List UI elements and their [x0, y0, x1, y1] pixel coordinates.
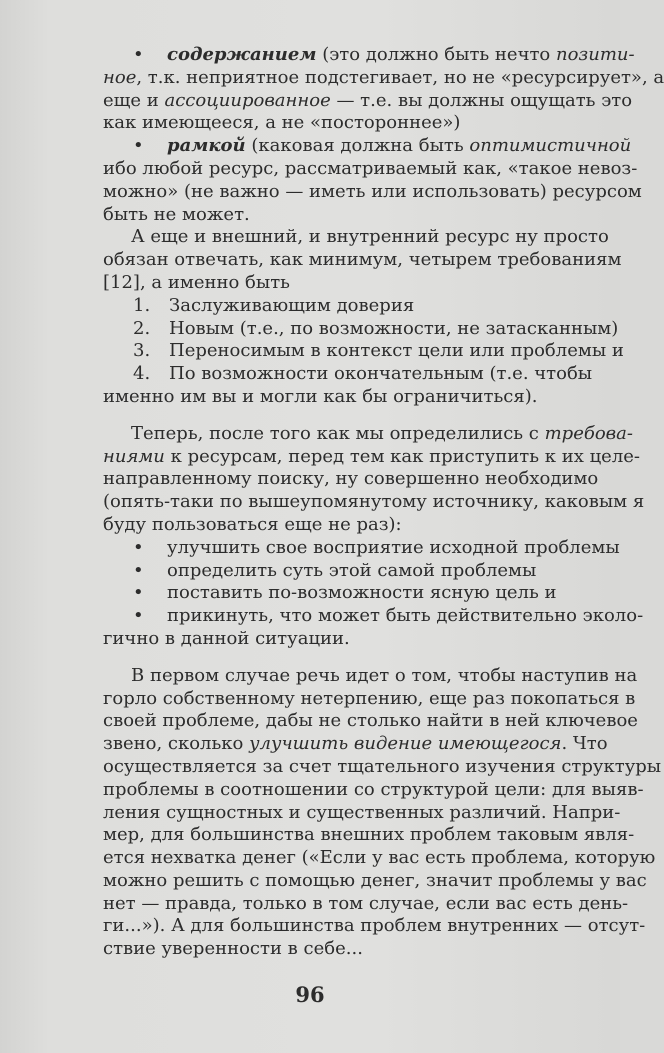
italic-term: ное	[103, 66, 137, 88]
text-line: быть не может.	[103, 203, 250, 225]
text-line: ибо любой ресурс, рассматриваемый как, «такое невоз-	[103, 157, 638, 179]
text-run: к ресурсам, перед тем как приступить к их целе-	[164, 445, 640, 467]
text-run: В первом случае речь идет о том, чтобы наступив на	[131, 664, 638, 686]
bullet-icon: •	[133, 44, 144, 65]
text-line: направленному поиску, ну совершенно необходимо	[103, 468, 599, 490]
text-line: горло собственному нетерпению, еще раз покопаться в	[103, 687, 636, 709]
text-line	[103, 90, 663, 113]
list-text: Заслуживающим доверия	[169, 294, 415, 316]
text-line: своей проблеме, дабы не столько найти в ней ключевое	[103, 710, 638, 732]
bullet-line	[103, 605, 663, 628]
emphasis-term: рамкой	[167, 135, 246, 157]
list-item	[103, 363, 663, 386]
list-text: поставить по-возможности ясную цель и	[167, 582, 557, 604]
list-text: Новым (т.е., по возможности, не затасканным)	[169, 317, 619, 339]
italic-term: улучшить видение имеющегося	[249, 733, 562, 755]
text-line: проблемы в соотношении со структурой цели: для выяв-	[103, 778, 644, 800]
text-line: буду пользоваться еще не раз):	[103, 513, 402, 535]
list-item	[103, 340, 663, 363]
bullet-line	[103, 135, 663, 158]
page-number: 96	[295, 982, 325, 1007]
bullet-line	[103, 582, 663, 605]
text-run: (каковая должна быть	[245, 135, 470, 157]
text-line: (опять-таки по вышеупомянутому источнику, каковым я	[103, 491, 645, 513]
list-number: 2.	[133, 317, 151, 339]
list-number: 1.	[133, 294, 151, 316]
list-number: 4.	[133, 363, 151, 385]
bullet-icon: •	[133, 559, 144, 581]
list-text: прикинуть, что может быть действительно эколо-	[167, 605, 644, 627]
text-line: мер, для большинства внешних проблем таковым явля-	[103, 824, 635, 846]
text-line	[103, 446, 663, 469]
text-run: , т.к. неприятное подстегивает, но не «ресурсирует», а	[136, 66, 664, 88]
text-line: ется нехватка денег («Если у вас есть проблема, которую	[103, 847, 656, 869]
text-run: звено, сколько	[103, 733, 250, 755]
list-text: По возможности окончательным (т.е. чтобы	[169, 363, 593, 385]
text-run: — т.е. вы должны ощущать это	[330, 89, 633, 111]
list-text: улучшить свое восприятие исходной проблемы	[167, 536, 620, 558]
paragraph-line	[103, 226, 663, 249]
text-line: можно» (не важно — иметь или использовать) ресурсом	[103, 180, 642, 202]
text-line: нет — правда, только в том случае, если вас есть день-	[103, 892, 629, 914]
text-line: [12], а именно быть	[103, 271, 290, 293]
paragraph-line	[103, 423, 663, 446]
text-run: (это должно быть нечто	[316, 44, 556, 65]
bullet-icon: •	[133, 536, 144, 558]
text-line: ления сущностных и существенных различий. Напри-	[103, 801, 621, 823]
text-line	[103, 733, 663, 756]
list-number: 3.	[133, 340, 151, 362]
list-text: Переносимым в контекст цели или проблемы и	[169, 340, 624, 362]
italic-term: ниями	[103, 445, 165, 467]
italic-term: требова-	[544, 422, 633, 444]
list-item	[103, 295, 663, 318]
list-item	[103, 318, 663, 341]
text-run: . Что	[561, 733, 608, 755]
text-line: именно им вы и могли как бы ограничиться).	[103, 385, 538, 407]
text-run: еще и	[103, 89, 165, 111]
bullet-line	[103, 44, 663, 67]
italic-term: позити-	[556, 44, 635, 65]
text-line: гично в данной ситуации.	[103, 627, 350, 649]
bullet-line	[103, 560, 663, 583]
text-line: можно решить с помощью денег, значит проблемы у вас	[103, 869, 647, 891]
text-line: как имеющееся, а не «постороннее»)	[103, 112, 461, 134]
bullet-icon: •	[133, 135, 144, 157]
text-line	[103, 67, 663, 90]
text-line: ги...»). А для большинства проблем внутренних — отсут-	[103, 915, 646, 937]
text-line: ствие уверенности в себе...	[103, 938, 363, 960]
bullet-line	[103, 537, 663, 560]
paragraph-line	[103, 665, 663, 688]
page-text	[103, 44, 663, 961]
text-line: обязан отвечать, как минимум, четырем требованиям	[103, 249, 622, 271]
italic-term: оптимистичной	[469, 135, 632, 157]
italic-term: ассоциированное	[164, 89, 331, 111]
text-run: А еще и внешний, и внутренний ресурс ну просто	[131, 226, 609, 248]
text-run: Теперь, после того как мы определились с	[131, 422, 545, 444]
text-line: осуществляется за счет тщательного изучения структуры	[103, 755, 662, 777]
list-text: определить суть этой самой проблемы	[167, 559, 537, 581]
bullet-icon: •	[133, 582, 144, 604]
bullet-icon: •	[133, 605, 144, 627]
emphasis-term: содержанием	[167, 44, 317, 65]
